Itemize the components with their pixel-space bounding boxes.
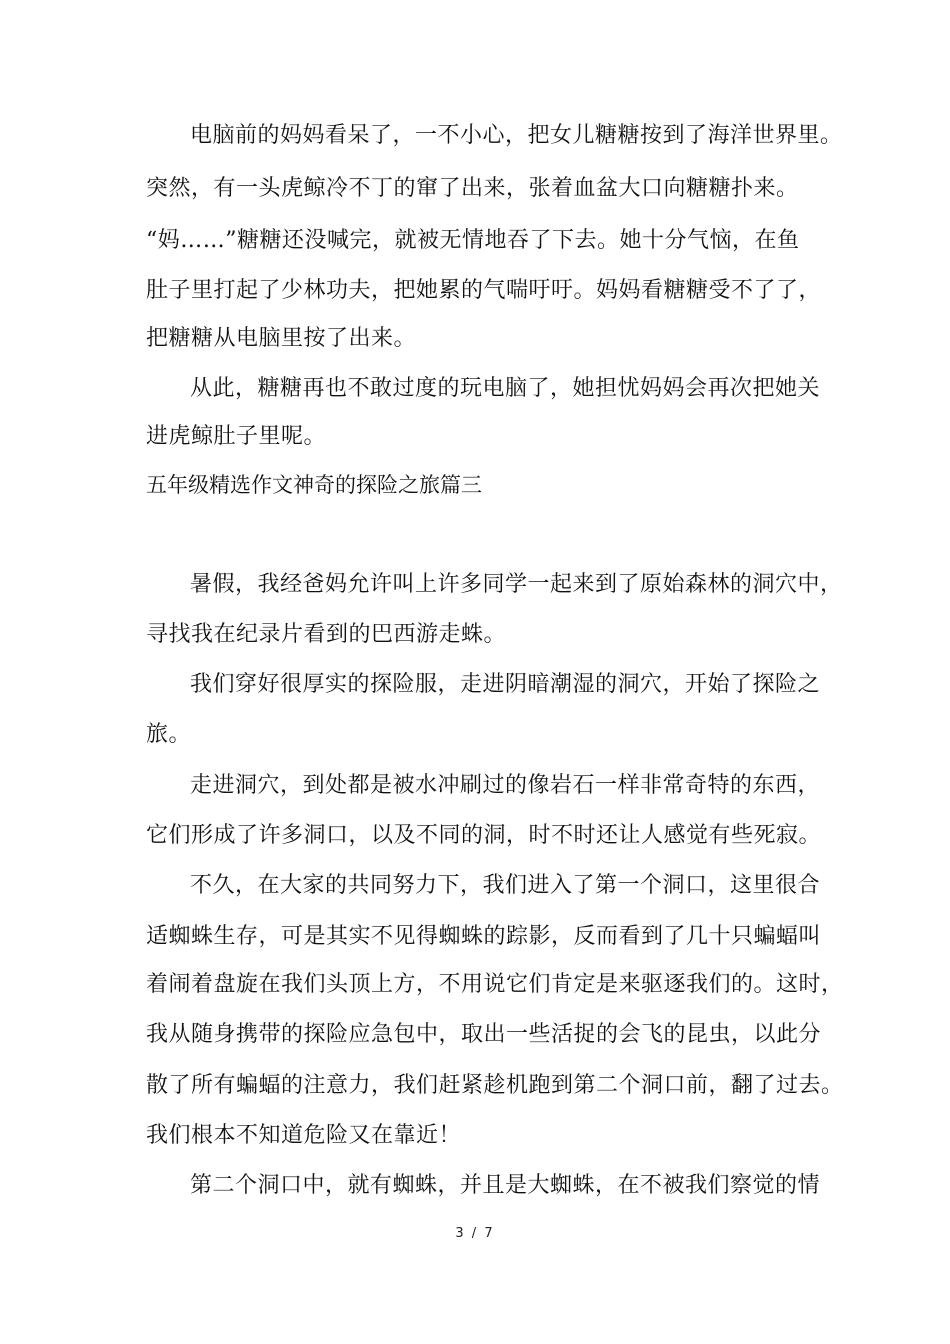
paragraph-line: 突然，有一头虎鲸冷不丁的窜了出来，张着血盆大口向糖糖扑来。 bbox=[146, 176, 799, 201]
paragraph-line: 散了所有蝙蝠的注意力，我们赶紧趁机跑到第二个洞口前，翻了过去。 bbox=[146, 1073, 844, 1098]
section-heading: 五年级精选作文神奇的探险之旅篇三 bbox=[146, 473, 482, 497]
paragraph-line: 把糖糖从电脑里按了出来。 bbox=[146, 326, 417, 351]
paragraph-line: 我们根本不知道危险又在靠近！ bbox=[146, 1123, 462, 1148]
paragraph-line: 旅。 bbox=[146, 722, 192, 747]
paragraph-line: 着闹着盘旋在我们头顶上方，不用说它们肯定是来驱逐我们的。这时， bbox=[146, 972, 844, 997]
paragraph-line: 我们穿好很厚实的探险服，走进阴暗潮湿的洞穴，开始了探险之 bbox=[190, 672, 821, 697]
paragraph-line: 适蜘蛛生存，可是其实不见得蜘蛛的踪影，反而看到了几十只蝙蝠叫 bbox=[146, 924, 822, 949]
paragraph-line: 电脑前的妈妈看呆了，一不小心，把女儿糖糖按到了海洋世界里。 bbox=[190, 123, 843, 148]
paragraph-line: 第二个洞口中，就有蜘蛛，并且是大蜘蛛，在不被我们察觉的情 bbox=[190, 1173, 821, 1198]
paragraph-line: 不久，在大家的共同努力下，我们进入了第一个洞口，这里很合 bbox=[190, 873, 821, 898]
paragraph-line: 暑假，我经爸妈允许叫上许多同学一起来到了原始森林的洞穴中， bbox=[190, 572, 843, 597]
paragraph-line: “妈……”糖糖还没喊完，就被无情地吞了下去。她十分气恼，在鱼 bbox=[146, 228, 800, 253]
paragraph-line: 走进洞穴，到处都是被水冲刷过的像岩石一样非常奇特的东西， bbox=[190, 773, 821, 798]
paragraph-line: 它们形成了许多洞口，以及不同的洞，时不时还让人感觉有些死寂。 bbox=[146, 823, 822, 848]
paragraph-line: 寻找我在纪录片看到的巴西游走蛛。 bbox=[146, 622, 507, 647]
paragraph-line: 从此，糖糖再也不敢过度的玩电脑了，她担忧妈妈会再次把她关 bbox=[190, 376, 821, 401]
paragraph-line: 我从随身携带的探险应急包中，取出一些活捉的会飞的昆虫，以此分 bbox=[146, 1022, 822, 1047]
paragraph-line: 进虎鲸肚子里呢。 bbox=[146, 424, 327, 449]
paragraph-line: 肚子里打起了少林功夫，把她累的气喘吁吁。妈妈看糖糖受不了了， bbox=[146, 278, 822, 303]
page-number: 3 / 7 bbox=[455, 1226, 495, 1241]
